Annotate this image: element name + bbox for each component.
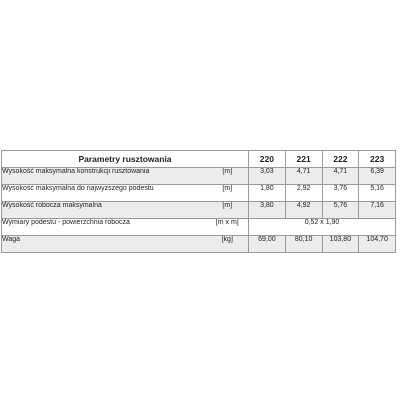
value-cell: 103,80 — [322, 236, 359, 253]
row-label: Wysokość maksymalna do najwyższego podestu — [2, 185, 207, 202]
merged-value-cell: 0,52 x 1,90 — [249, 219, 396, 236]
row-label: Wysokość maksymalna konstrukcji rusztowania — [2, 168, 207, 185]
value-cell: 5,16 — [359, 185, 396, 202]
table-row — [2, 168, 396, 185]
value-cell: 104,70 — [359, 236, 396, 253]
table-row — [2, 219, 396, 236]
value-cell: 4,92 — [285, 202, 322, 219]
row-unit: [m] — [207, 168, 249, 185]
scaffold-parameters-table — [1, 150, 396, 253]
value-cell: 2,92 — [285, 185, 322, 202]
row-unit: [kg] — [207, 236, 249, 253]
value-cell: 6,39 — [359, 168, 396, 185]
row-label: Wymiary podestu - powierzchnia robocza — [2, 219, 207, 236]
value-cell: 3,76 — [322, 185, 359, 202]
value-cell: 4,71 — [285, 168, 322, 185]
value-cell: 80,10 — [285, 236, 322, 253]
value-cell: 4,71 — [322, 168, 359, 185]
table-row — [2, 236, 396, 253]
model-220-header: 220 — [249, 151, 286, 168]
model-221-header: 221 — [285, 151, 322, 168]
table-row — [2, 202, 396, 219]
value-cell: 7,16 — [359, 202, 396, 219]
row-unit: [m x m] — [207, 219, 249, 236]
table-row — [2, 185, 396, 202]
row-unit: [m] — [207, 185, 249, 202]
model-223-header: 223 — [359, 151, 396, 168]
model-222-header: 222 — [322, 151, 359, 168]
table-title: Parametry rusztowania — [2, 151, 249, 168]
table-header-row — [2, 151, 396, 168]
value-cell: 5,76 — [322, 202, 359, 219]
value-cell: 1,80 — [249, 185, 286, 202]
row-label: Waga — [2, 236, 207, 253]
row-label: Wysokość robocza maksymalna — [2, 202, 207, 219]
value-cell: 3,80 — [249, 202, 286, 219]
value-cell: 69,00 — [249, 236, 286, 253]
row-unit: [m] — [207, 202, 249, 219]
value-cell: 3,03 — [249, 168, 286, 185]
